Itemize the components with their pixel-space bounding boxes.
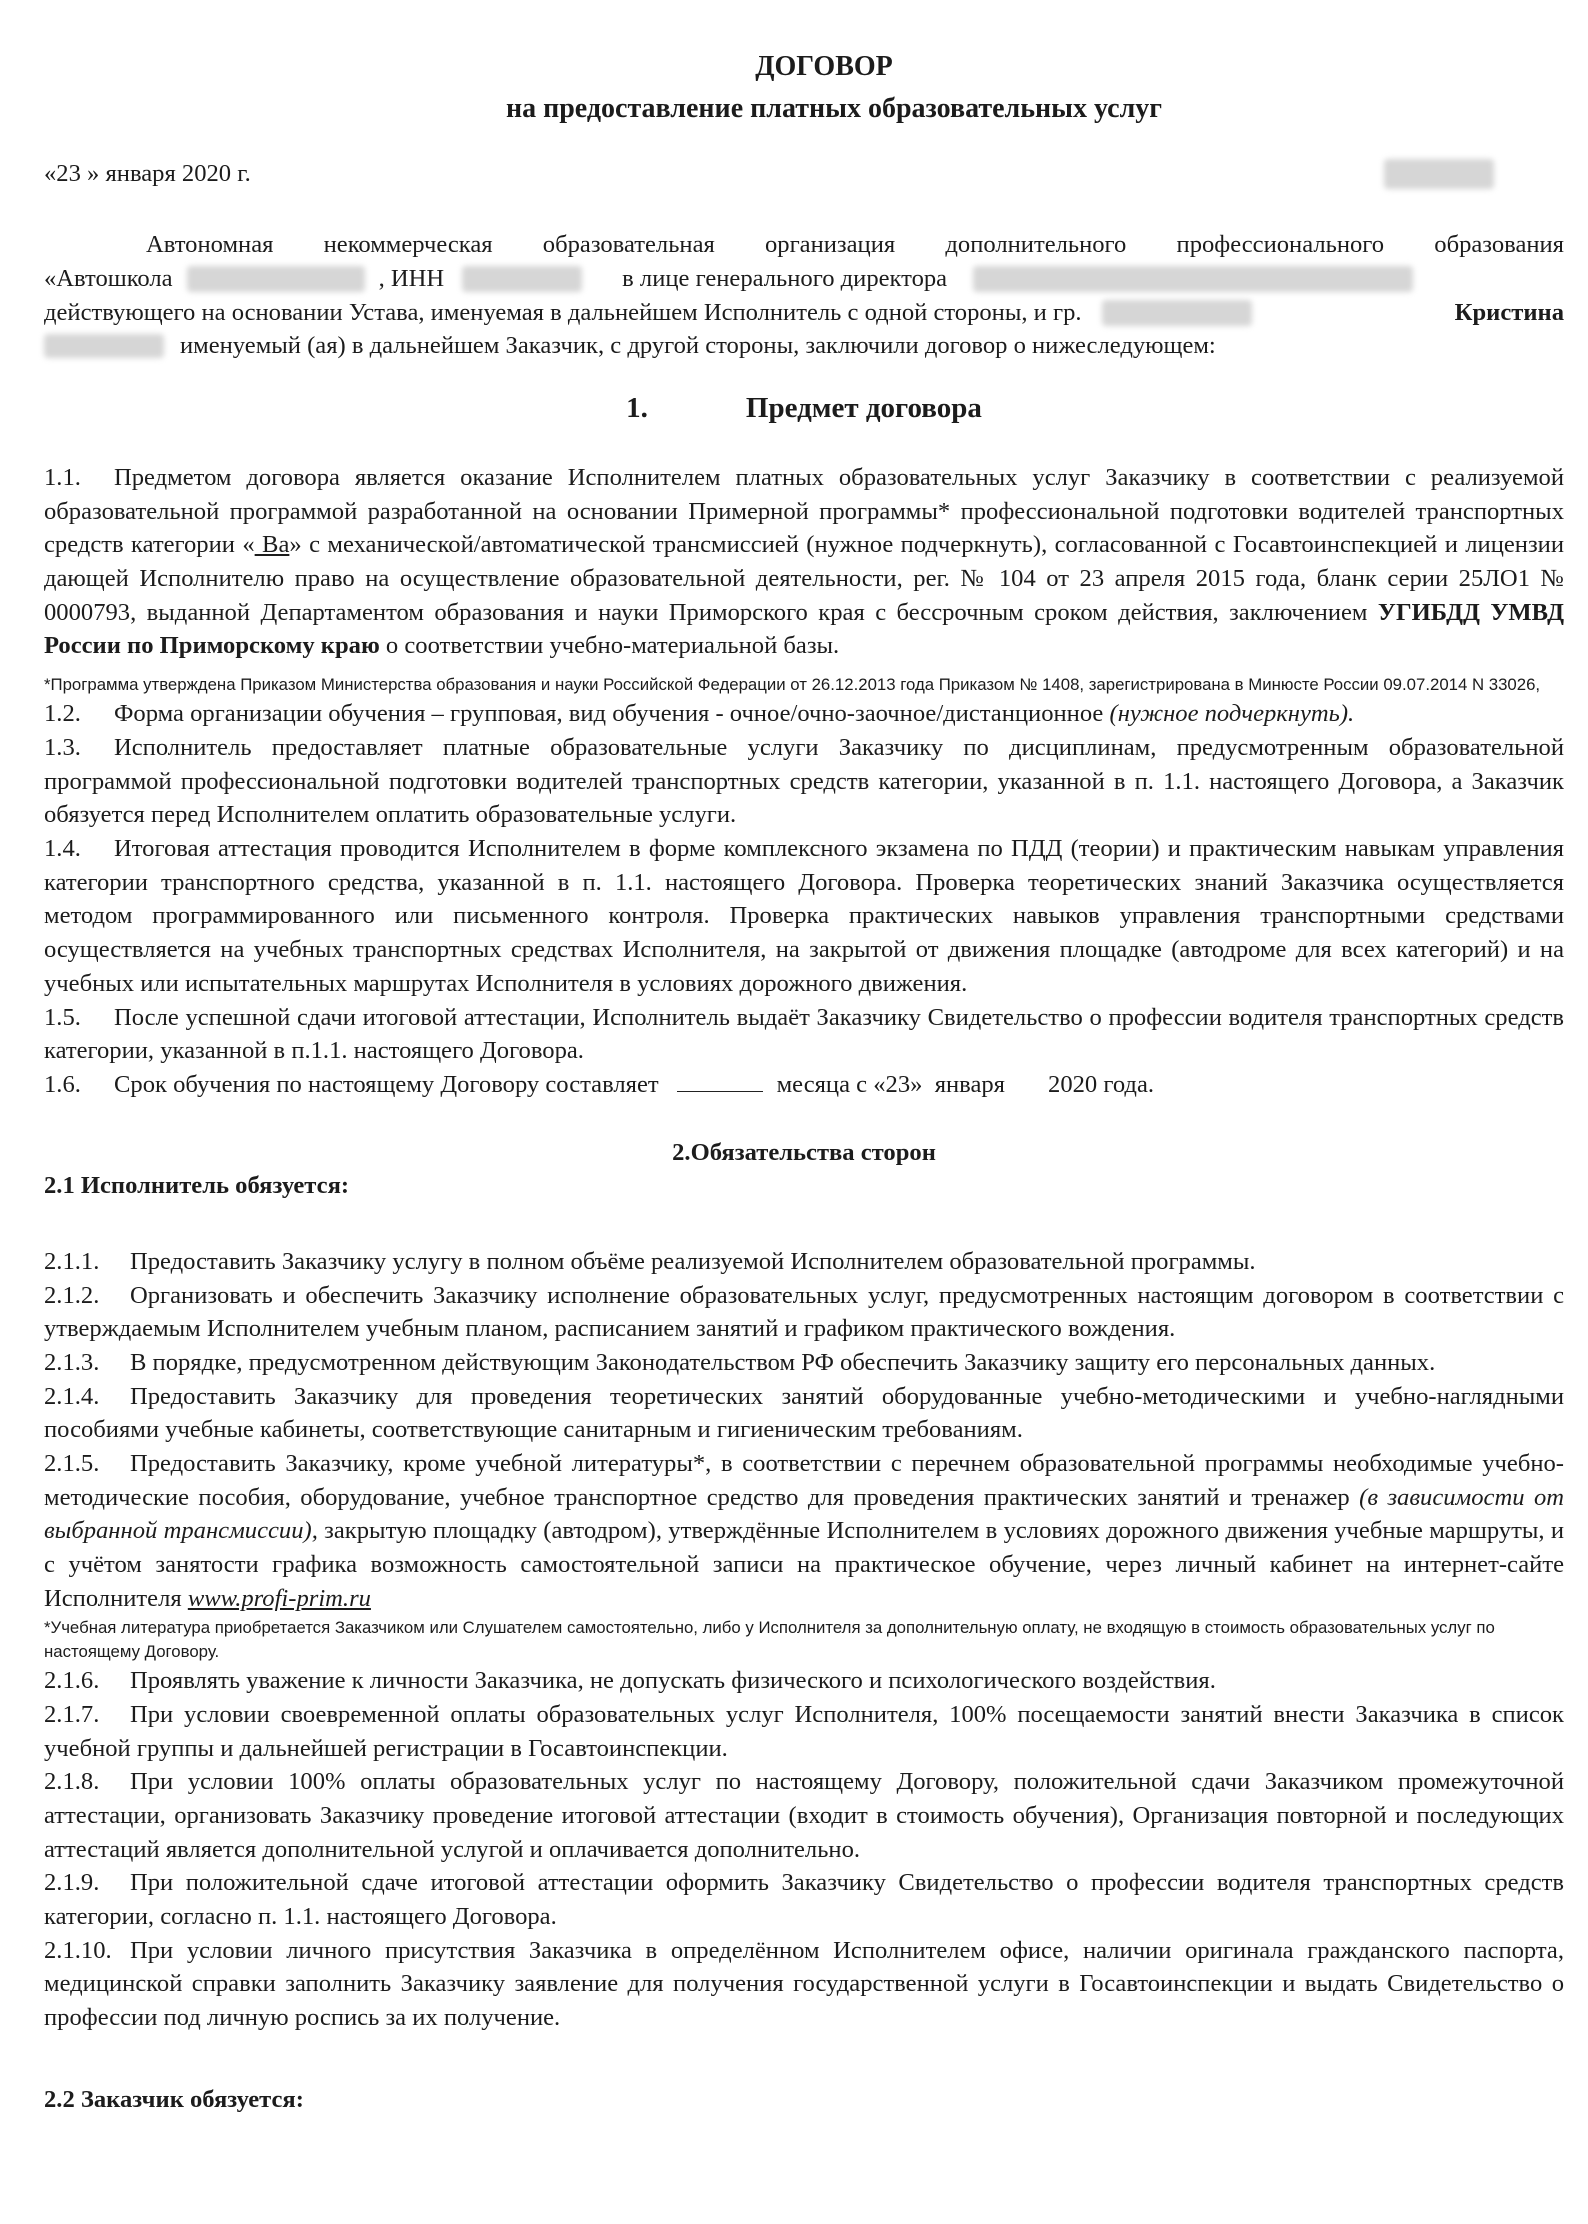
- clause-text: При положительной сдаче итоговой аттестации оформить Заказчику Свидетельство о профессии водителя транспортных средств категории, согласно п. 1.1. настоящего Договора.: [44, 1869, 1564, 1931]
- section-1-number: 1.: [626, 392, 648, 425]
- director-label: в лице генерального директора: [622, 265, 948, 293]
- clause-item: [44, 1346, 1564, 1380]
- clause-text: Предметом договора является оказание Исполнителем платных образовательных услуг Заказчику в соответствии с реализуемой образовательной программой разработанной на основании Примерной программы* профессиональной подготовки водителей транспортных средств категории «: [44, 463, 1564, 559]
- redacted-director-name: [973, 266, 1413, 292]
- clause-text: При условии 100% оплаты образовательных услуг по настоящему Договору, положительной сдачи Заказчиком промежуточной аттестации, организовать Заказчику проведение итоговой аттестации (входит в стоимость обучения), Организация повторной и последующих аттестаций является дополнительной услугой и оплачивается дополнительно.: [44, 1768, 1564, 1863]
- clause-text: При условии своевременной оплаты образовательных услуг Исполнителя, 100% посещаемости занятий внести Заказчика в список учебной группы и дальнейшей регистрации в Госавтоинспекции.: [44, 1700, 1564, 1762]
- clause-text: » с механической/автоматической трансмиссией (нужное подчеркнуть), согласованной с Госавтоинспекцией и лицензии дающей Исполнителю право на осуществление образовательной деятельности, рег. № 104 от 23 апреля 2015 года, бланк серии 25ЛО1 № 0000793, выданной Департаментом образования и науки Приморского края с бессрочным сроком действия, заключением: [44, 531, 1564, 626]
- date-row: [44, 157, 1564, 191]
- preamble-line-1: Автономная некоммерческая образовательная организация дополнительного профессионального образования: [146, 231, 1564, 259]
- document-title: ДОГОВОР: [755, 51, 893, 82]
- preamble-line-4: [44, 329, 1564, 363]
- redacted-school-name: [187, 266, 365, 292]
- redacted-client-surname: [1102, 300, 1252, 326]
- clause-number: 1.4.: [44, 835, 81, 863]
- clause-number: 2.1.8.: [44, 1768, 100, 1796]
- clause-item: [44, 1245, 1564, 1279]
- duration-blank: [677, 1091, 763, 1092]
- clause-number: 2.1.9.: [44, 1869, 100, 1897]
- redacted-city: [1384, 159, 1494, 189]
- subsection-2-1-heading: 2.1 Исполнитель обязуется:: [44, 1172, 350, 1200]
- clause-italic-text: (нужное подчеркнуть).: [1109, 700, 1355, 728]
- clause-1-6: [44, 1068, 1564, 1102]
- clause-list-a: [44, 1245, 1564, 1447]
- clause-item: [44, 1380, 1564, 1447]
- preamble-line-2: [44, 262, 1564, 296]
- clause-text: Предоставить Заказчику услугу в полном объёме реализуемой Исполнителем образовательной программы.: [130, 1247, 1256, 1275]
- clause-text: закрытую площадку (автодром), утверждённые Исполнителем в условиях дорожного движения учебные маршруты, и с учётом занятости графика возможность самостоятельной записи на практическое обучение, через личный кабинет на интернет-сайте Исполнителя: [44, 1517, 1564, 1612]
- footnote-1: *Программа утверждена Приказом Министерства образования и науки Российской Федерации от 26.12.2013 года Приказом № 1408, зарегистрирована в Минюсте России 09.07.2014 N 33026,: [44, 675, 1541, 694]
- contract-date: «23 » января 2020 г.: [44, 159, 251, 187]
- clause-number: 1.3.: [44, 734, 81, 762]
- clause-2-1-5: [44, 1447, 1564, 1615]
- clause-number: 1.6.: [44, 1070, 81, 1098]
- clause-text: месяца с «23» января 2020 года.: [776, 1070, 1155, 1098]
- clause-number: 2.1.6.: [44, 1667, 100, 1695]
- clause-number: 2.1.1.: [44, 1247, 100, 1275]
- clause-1-3: [44, 731, 1564, 832]
- clause-text: Организовать и обеспечить Заказчику исполнение образовательных услуг, предусмотренных настоящим договором в соответствии с утверждаемым Исполнителем учебным планом, расписанием занятий и графиком практического вождения.: [44, 1281, 1564, 1343]
- clause-number: 1.5.: [44, 1003, 81, 1031]
- clause-number: 2.1.4.: [44, 1382, 100, 1410]
- section-1-title: Предмет договора: [745, 392, 982, 425]
- clause-italic-text: (в зависимости от выбранной трансмиссии),: [44, 1483, 1564, 1545]
- clause-number: 2.1.10.: [44, 1936, 112, 1964]
- clause-item: [44, 1279, 1564, 1346]
- preamble-text-3: действующего на основании Устава, именуемая в дальнейшем Исполнитель с одной стороны, и гр.: [44, 298, 1082, 326]
- section-1-heading: [44, 389, 1564, 429]
- clause-text: Форма организации обучения – групповая, вид обучения - очное/очно-заочное/дистанционное: [114, 700, 1104, 728]
- clause-number: 1.1.: [44, 463, 81, 491]
- clause-number: 2.1.2.: [44, 1281, 100, 1309]
- clause-number: 2.1.3.: [44, 1349, 100, 1377]
- clause-item: [44, 1698, 1564, 1765]
- clause-text: Проявлять уважение к личности Заказчика, не допускать физического и психологического воздействия.: [130, 1667, 1216, 1695]
- client-first-name: Кристина: [1454, 298, 1564, 326]
- clause-1-4: [44, 832, 1564, 1000]
- clause-text: Предоставить Заказчику для проведения теоретических занятий оборудованные учебно-методическими и учебно-наглядными пособиями учебные кабинеты, соответствующие санитарным и гигиеническим требованиям.: [44, 1382, 1564, 1444]
- subsection-2-2-heading: 2.2 Заказчик обязуется:: [44, 2085, 304, 2113]
- clause-text: В порядке, предусмотренном действующим Законодательством РФ обеспечить Заказчику защиту его персональных данных.: [130, 1349, 1436, 1377]
- clause-1-1: [44, 461, 1564, 663]
- clause-text: Итоговая аттестация проводится Исполнителем в форме комплексного экзамена по ПДД (теории) и практическим навыкам управления категории транспортного средства, указанной в п. 1.1. настоящего Договора. Проверка теоретических знаний Заказчика осуществляется методом программированного или письменного контроля. Проверка практических навыков управления транспортными средствами осуществляется на учебных транспортных средствах Исполнителя, на закрытой от движения площадке (автодроме для всех категорий) и на учебных или испытательных маршрутах Исполнителя в условиях дорожного движения.: [44, 835, 1564, 997]
- clause-text: Предоставить Заказчику, кроме учебной литературы*, в соответствии с перечнем образовательной программы необходимые учебно-методические пособия, оборудование, учебное транспортное средство для проведения практических занятий и тренажер: [44, 1450, 1564, 1511]
- clause-item: [44, 1765, 1564, 1866]
- clause-number: 1.2.: [44, 700, 81, 728]
- clause-text: Исполнитель предоставляет платные образовательные услуги Заказчику по дисциплинам, предусмотренным образовательной программой профессиональной подготовки водителей транспортных средств категории, указанной в п. 1.1. настоящего Договора, а Заказчик обязуется перед Исполнителем оплатить образовательные услуги.: [44, 734, 1564, 829]
- website-link[interactable]: www.profi-prim.ru: [187, 1584, 371, 1612]
- inn-label: , ИНН: [378, 265, 445, 293]
- clause-text: После успешной сдачи итоговой аттестации, Исполнитель выдаёт Заказчику Свидетельство о профессии водителя транспортных средств категории, указанной в п.1.1. настоящего Договора.: [44, 1003, 1564, 1065]
- clause-list-b: [44, 1664, 1564, 2035]
- redacted-inn: [462, 266, 582, 292]
- footnote-2: *Учебная литература приобретается Заказчиком или Слушателем самостоятельно, либо у Исполнителя за дополнительную оплату, не входящую в стоимость образовательных услуг по настоящему Договору.: [44, 1617, 1495, 1661]
- document-subtitle: на предоставление платных образовательных услуг: [505, 93, 1163, 125]
- clause-text: о соответствии учебно-материальной базы.: [385, 632, 840, 660]
- clause-item: [44, 1866, 1564, 1933]
- section-2-heading: 2.Обязательства сторон: [672, 1138, 936, 1166]
- clause-1-2: [44, 697, 1564, 731]
- clause-bold-text: УГИБДД УМВД России по Приморскому краю: [44, 598, 1564, 660]
- category-value: Ва: [254, 531, 290, 559]
- clause-number: 2.1.7.: [44, 1700, 100, 1728]
- clause-text: При условии личного присутствия Заказчика в определённом Исполнителем офисе, наличии оригинала гражданского паспорта, медицинской справки заполнить Заказчику заявление для получения государственной услуги в Госавтоинспекции и выдать Свидетельство о профессии под личную роспись за их получение.: [44, 1936, 1564, 2032]
- clause-1-5: [44, 1001, 1564, 1068]
- clause-number: 2.1.5.: [44, 1450, 100, 1478]
- preamble-text-4: именуемый (ая) в дальнейшем Заказчик, с другой стороны, заключили договор о нижеследующем:: [180, 332, 1216, 360]
- preamble-line-3: [44, 296, 1564, 330]
- preamble: [44, 228, 1564, 363]
- clause-item: [44, 1664, 1564, 1698]
- clause-item: [44, 1934, 1564, 2035]
- school-prefix: «Автошкола: [44, 265, 173, 293]
- redacted-client-patronymic: [44, 334, 164, 358]
- clause-text: Срок обучения по настоящему Договору составляет: [114, 1070, 659, 1098]
